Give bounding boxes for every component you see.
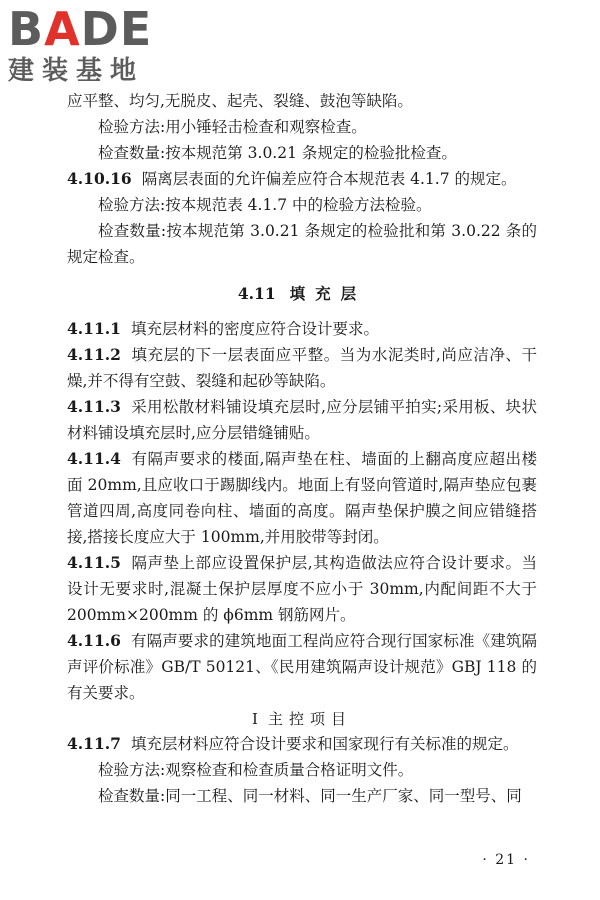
clause-number: 4.11.3 xyxy=(67,397,121,416)
clause-number: 4.11.6 xyxy=(67,631,121,650)
inspection-quantity: 检查数量:按本规范第 3.0.21 条规定的检验批检查。 xyxy=(98,144,457,162)
clause-4-11-7: 4.11.7 填充层材料应符合设计要求和国家现行有关标准的规定。 xyxy=(67,734,519,753)
clause-number: 4.11.1 xyxy=(67,319,121,338)
paragraph-continuation: 应平整、均匀,无脱皮、起壳、裂缝、鼓泡等缺陷。 xyxy=(67,92,413,110)
section-heading: 4.11 填充层 xyxy=(237,284,367,303)
logo-subtitle: 建装基地 xyxy=(8,56,145,86)
inspection-method: 检验方法:按本规范表 4.1.7 中的检验方法检验。 xyxy=(98,196,432,214)
clause-4-10-16: 4.10.16 隔离层表面的允许偏差应符合本规范表 4.1.7 的规定。 xyxy=(67,169,517,188)
clause-4-11-6: 4.11.6 有隔声要求的建筑地面工程尚应符合现行国家标准《建筑隔声评价标准》GB/T 50121、《民用建筑隔声设计规范》GBJ 118 的有关要求。 xyxy=(67,631,537,702)
clause-number: 4.11.7 xyxy=(67,734,121,753)
document-body xyxy=(67,88,537,809)
inspection-quantity: 检查数量:按本规范第 3.0.21 条规定的检验批和第 3.0.22 条的规定检查。 xyxy=(67,222,537,266)
logo-wordmark: BADE xyxy=(8,2,153,56)
inspection-method: 检验方法:用小锤轻击检查和观察检查。 xyxy=(98,118,367,136)
clause-4-11-4: 4.11.4 有隔声要求的楼面,隔声垫在柱、墙面的上翻高度应超出楼面 20mm,且应收口于踢脚线内。地面上有竖向管道时,隔声垫应包裹管道四周,高度同卷向柱、墙面的高度。隔声垫保护膜之间应错缝搭接,搭接长度应大于 100mm,并用胶带等封闭。 xyxy=(67,449,537,546)
inspection-quantity: 检查数量:同一工程、同一材料、同一生产厂家、同一型号、同 xyxy=(98,787,522,805)
clause-number: 4.11.5 xyxy=(67,553,121,572)
clause-4-11-5: 4.11.5 隔声垫上部应设置保护层,其构造做法应符合设计要求。当设计无要求时,混凝土保护层厚度不应小于 30mm,内配间距不大于 200mm×200mm 的 ϕ6mm 钢筋网片。 xyxy=(67,553,537,624)
inspection-method: 检验方法:观察检查和检查质量合格证明文件。 xyxy=(98,761,414,779)
subsection-heading: Ⅰ 主控项目 xyxy=(252,710,352,728)
clause-number: 4.10.16 xyxy=(67,169,132,188)
clause-4-11-3: 4.11.3 采用松散材料铺设填充层时,应分层铺平拍实;采用板、块状材料铺设填充层时,应分层错缝铺贴。 xyxy=(67,397,537,442)
bade-logo xyxy=(8,4,188,86)
clause-4-11-1: 4.11.1 填充层材料的密度应符合设计要求。 xyxy=(67,319,379,338)
page-number: · 21 · xyxy=(482,852,530,868)
clause-number: 4.11.2 xyxy=(67,345,121,364)
clause-4-11-2: 4.11.2 填充层的下一层表面应平整。当为水泥类时,尚应洁净、干燥,并不得有空鼓、裂缝和起砂等缺陷。 xyxy=(67,345,537,390)
clause-number: 4.11.4 xyxy=(67,449,121,468)
